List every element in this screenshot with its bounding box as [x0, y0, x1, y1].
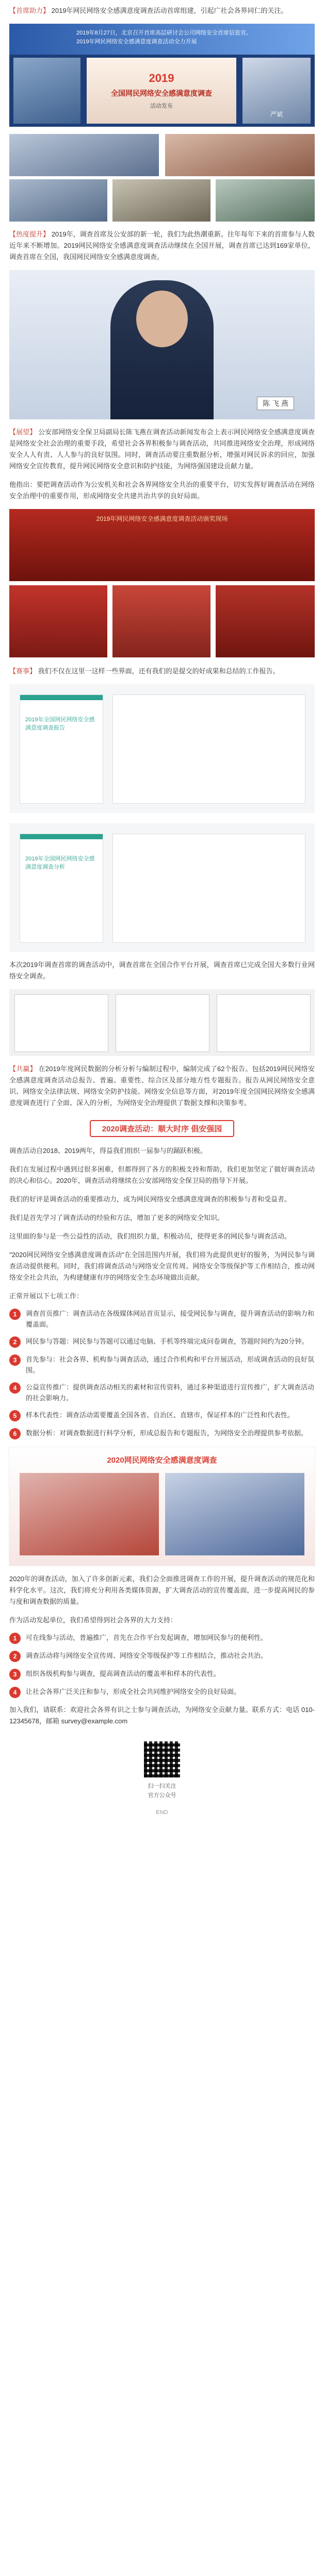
- p6-label: 【共赢】: [9, 1065, 37, 1073]
- award-gallery: [9, 509, 315, 658]
- list-number-badge: 5: [9, 1410, 21, 1421]
- list-item: [9, 1410, 315, 1421]
- list-item-text: 公益宣传推广：提供调查活动相关的素材和宣传资料，通过多种渠道进行宣传推广，扩大调查活动的社会影响力。: [26, 1383, 315, 1402]
- poster-subtitle: 全国网民网络安全感满意度调查: [111, 89, 212, 97]
- list-number-badge: 2: [9, 1651, 21, 1662]
- banner-2020-photo-right: [165, 1473, 304, 1555]
- p9-text: 我们的好评是调查活动的重要推动力，成为网民网络安全感满意度调查的积极参与者和受益者。: [9, 1195, 291, 1203]
- end-label: END: [156, 1809, 168, 1816]
- section-1-body: [0, 1145, 324, 1302]
- award-photo-3: [216, 585, 315, 657]
- list-item: [9, 1336, 315, 1348]
- event-photo-5: [216, 179, 315, 222]
- list-number-badge: 3: [9, 1354, 21, 1366]
- banner-caption-line-1: 2019年8月27日，北京召开首席高层研讨会公司网络安全首席信息官。: [76, 30, 252, 36]
- intro: [0, 0, 324, 16]
- banner-caption: [9, 24, 315, 46]
- p2-label: 【展望】: [9, 428, 37, 436]
- report-covers: [9, 684, 315, 952]
- list-item-text: 网民参与答题：网民参与答题可以通过电脑、手机等终端完成问卷调查，答题时间约为20分钟。: [26, 1337, 309, 1345]
- event-photo-1: [9, 134, 159, 176]
- award-stage-photo: [9, 509, 315, 581]
- list-item-text: 可在线参与活动，普遍推广，首先在合作平台发起调查，增加网民参与的便利性。: [26, 1634, 268, 1641]
- doc-page-2: [116, 994, 209, 1052]
- event-photo-2: [165, 134, 315, 176]
- work-items-list: [9, 1308, 315, 1439]
- p3: [0, 479, 324, 502]
- list-item: [9, 1650, 315, 1662]
- list-number-badge: 1: [9, 1309, 21, 1320]
- list-intro: 正常开展以下七项工作：: [9, 1292, 84, 1300]
- list-number-badge: 2: [9, 1336, 21, 1348]
- intro-label: 【首席助力】: [9, 7, 50, 14]
- list-item-text: 调查活动将与网络安全宣传周、网络安全等级保护等工作相结合，推动社会共治。: [26, 1652, 268, 1659]
- qr-caption: 扫一扫关注: [148, 1783, 176, 1789]
- p15-text: 加入我们，请联系：欢迎社会各界有识之士参与调查活动，为网络安全贡献力量。联系方式：电话 010-12345678，邮箱 survey@example.com: [9, 1706, 315, 1725]
- section-1-title: [0, 1120, 324, 1137]
- p4: [0, 666, 324, 677]
- poster-tag: 活动发布: [150, 103, 173, 109]
- portrait-name-plate: 陈 飞 燕: [257, 397, 294, 410]
- list-item: [9, 1686, 315, 1698]
- banner-photo-right: [242, 58, 311, 124]
- banner-caption-strip: [9, 24, 315, 55]
- p5-text: 本次2019年调查首席的调查活动中，调查首席在全国合作平台开展，调查首席已完成全国大多数行业网络安全调查。: [9, 961, 315, 980]
- list-number-badge: 4: [9, 1687, 21, 1698]
- p4-text: 我们不仅在这里一这样一些界面，还有我们的是提交的好成果和总结的工作报告。: [38, 667, 280, 675]
- intro-text: 2019年网民网络安全感满意度调查活动首席组建，引起广社会各界同仁的关注。: [51, 7, 288, 14]
- list-item-text: 样本代表性：调查活动需要覆盖全国各省、自治区、直辖市，保证样本的广泛性和代表性。: [26, 1411, 295, 1419]
- list-item: [9, 1428, 315, 1439]
- report-cover-2-strip: [20, 834, 103, 839]
- p1-label: 【热度提升】: [9, 230, 50, 238]
- banner-caption-line-2: 2019年网民网络安全感满意度调查活动全力开展: [76, 39, 197, 45]
- list-item-text: 数据分析：对调查数据进行科学分析，形成总报告和专题报告，为网络安全治理提供参考依据。: [26, 1429, 308, 1437]
- list-item: [9, 1354, 315, 1376]
- report-cover-2-title: 2019年全国网民网络安全感满意度调查分析: [25, 856, 95, 870]
- doc-page-3: [217, 994, 311, 1052]
- p6-text: 在2019年度网民数据的分析分析与编制过程中，编制完成了62个报告。包括2019网民网络安全感满意度调查活动总报告、普遍、重要性、综合区及部分地方性专题报告。报告从网民网络安全意识、网络安全法律法规、网络安全防护技能、网络安全信息等方面，对2019年度全国网民网络安全感满意度调查进行了全面、深入的分析，为网络安全治理提供了数据支撑和决策参考。: [9, 1065, 315, 1107]
- report-cover-1-strip: [20, 695, 103, 700]
- section-2-body: [0, 1573, 324, 1626]
- list-item-text: 让社会各界广泛关注和参与，形成全社会共同维护网络安全的良好局面。: [26, 1688, 241, 1696]
- footer: [0, 1741, 324, 1816]
- report-cover-2: [20, 834, 103, 943]
- list-item-text: 首先参与：社会各界、机构参与调查活动，通过合作机构和平台开展活动，形成调查活动的良好氛围。: [26, 1355, 315, 1374]
- report-cover-1-title: 2019年全国网民网络安全感满意度调查报告: [25, 717, 95, 731]
- p2: [0, 427, 324, 472]
- report-cover-1: [20, 694, 103, 804]
- portrait-face: [136, 291, 188, 347]
- event-photos: [9, 134, 315, 222]
- list-item-text: 调查首页推广：调查活动在各级媒体网站首页显示，接受网民参与调查，提升调查活动的影响力和覆盖面。: [26, 1310, 315, 1328]
- top-banner-image: [9, 24, 315, 127]
- official-portrait-image: [9, 270, 315, 419]
- list-item: [9, 1632, 315, 1644]
- list-item: [9, 1308, 315, 1330]
- award-stage-caption: 2019年网民网络安全感满意度调查活动颁奖现场: [96, 515, 228, 522]
- p10-text: 我们是首先学习了调查活动的经验和方法，增加了更多的网络安全知识。: [9, 1214, 224, 1222]
- p4-label: 【赛事】: [9, 667, 37, 675]
- section-1-title-text: 2020调查活动：顺大时序 倡安强园: [90, 1120, 235, 1137]
- list-item: [9, 1668, 315, 1680]
- p14-text: 作为活动发起单位，我们希望得到社会各界的大力支持：: [9, 1616, 177, 1624]
- p8-text: 我们在发展过程中遇到过很多困难，但都得到了各方的积极支持和帮助，我们更加坚定了做好调查活动的决心和信心。2020年，调查活动将继续在公安部网络安全保卫局的指导下开展。: [9, 1165, 315, 1184]
- banner-photo-left: [13, 58, 80, 124]
- p1: [0, 229, 324, 263]
- p3-text: 他指出：要把调查活动作为公安机关和社会各界网络安全共治的重要平台，切实发挥好调查活动在网络安全治理中的重要作用，形成网络安全共建共治共享的良好局面。: [9, 481, 315, 500]
- p7-text: 调查活动自2018、2019两年，得益我们组织一届参与的踊跃积极。: [9, 1147, 207, 1155]
- p11-text: 这里面的参与是一些公益性的活动，我们组织力量，积极动员，使得更多的网民参与调查活动。: [9, 1232, 291, 1240]
- report-row-2: [9, 823, 315, 952]
- p5: [0, 959, 324, 982]
- event-photo-4: [112, 179, 210, 222]
- list-item-text: 组织各级机构参与调查，提高调查活动的覆盖率和样本的代表性。: [26, 1670, 221, 1677]
- support-items-list: [9, 1632, 315, 1698]
- list-number-badge: 6: [9, 1428, 21, 1439]
- p12-text: "2020网民网络安全感满意度调查活动"在全国范围内开展，我们将为此提供更好的服务，为网民参与调查活动提供便利。同时，我们将调查活动与网络安全宣传周、网络安全等级保护等工作相结合，推动网络安全社会共治，为构建健康有序的网络安全生态环境做出贡献。: [9, 1251, 315, 1281]
- report-row-1: [9, 684, 315, 813]
- banner-2020-title: 2020网民网络安全感满意度调查: [107, 1456, 217, 1465]
- p1-text: 2019年，调查首席及公安部的新一轮，我们为此热潮重新。往年每年下来的首席参与人数近年来不断增加。2019网民网络安全感满意度调查活动继续在全国开展，调查首席已达到169家单位，调查首席在全国，我国网民网络安全感满意度调查。: [9, 230, 315, 261]
- event-photo-3: [9, 179, 107, 222]
- banner-2020-photo-left: [20, 1473, 159, 1555]
- documents-strip: [9, 989, 315, 1056]
- p13-text: 2020年的调查活动，加入了许多创新元素，我们会全面推进调查工作的开展，提升调查活动的规范化和科学化水平。这次，我们将充分利用各类媒体资源，扩大调查活动的宣传覆盖面，进一步提高网民的参与度和调查数据的质量。: [9, 1575, 315, 1605]
- award-photo-2: [112, 585, 210, 657]
- p2-text: 公安部网络安全保卫局副局长陈飞燕在调查活动新闻发布会上表示网民网络安全感满意度调查是网络安全社会治理的重要手段，希望社会各界积极参与调查活动，共同推进网络安全治理，形成网络安全人人有责、人人参与的良好氛围。同时，调查活动要注重数据分析，增强对网民诉求的回应，加强网络安全宣传教育，提升网民网络安全意识和防护技能，为网络强国建设贡献力量。: [9, 428, 315, 470]
- footer-note: 官方公众号: [148, 1792, 176, 1799]
- list-number-badge: 4: [9, 1382, 21, 1394]
- list-number-badge: 3: [9, 1669, 21, 1680]
- banner-poster: [87, 58, 236, 124]
- banner-2020-image: [9, 1447, 315, 1566]
- report-inner-pages-1: [112, 694, 305, 804]
- qr-code-icon[interactable]: [144, 1741, 180, 1777]
- doc-page-1: [14, 994, 108, 1052]
- poster-year: 2019: [149, 72, 174, 84]
- list-number-badge: 1: [9, 1633, 21, 1644]
- contact-paragraph: [0, 1704, 324, 1727]
- report-inner-pages-2: [112, 834, 305, 943]
- p6: [0, 1063, 324, 1109]
- list-item: [9, 1382, 315, 1403]
- award-photo-1: [9, 585, 107, 657]
- banner-person-name: 严斌: [270, 111, 283, 118]
